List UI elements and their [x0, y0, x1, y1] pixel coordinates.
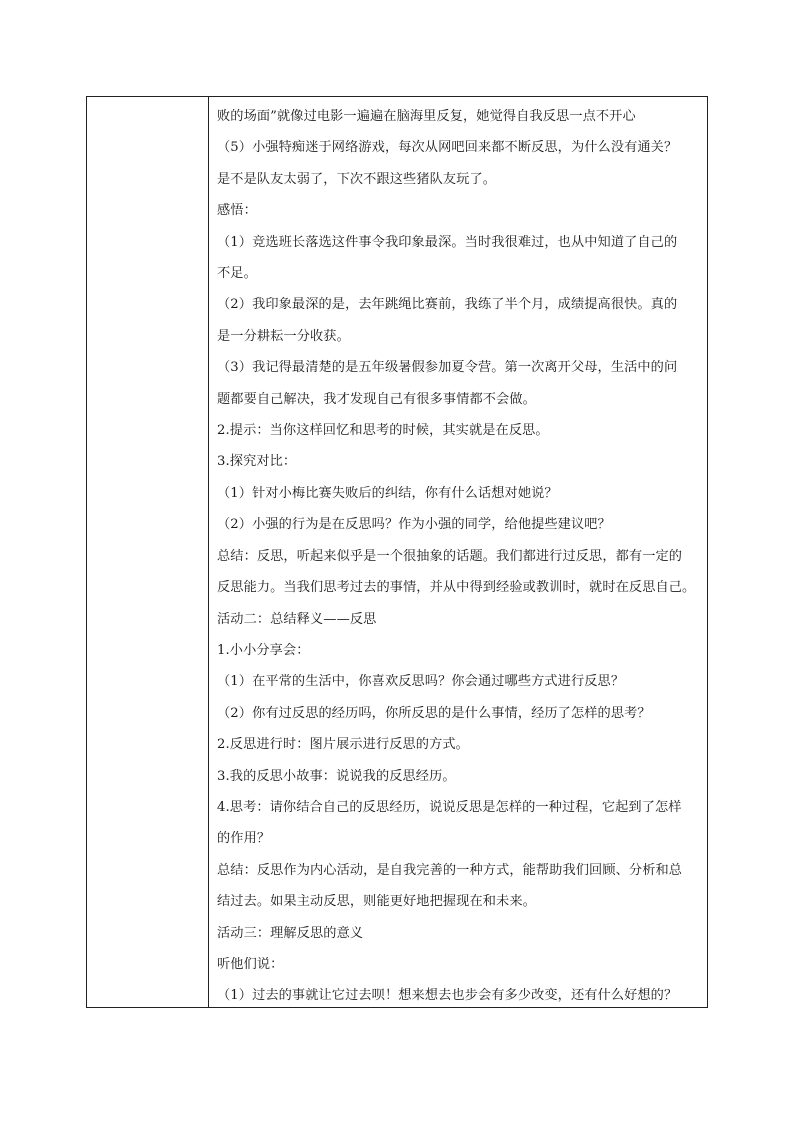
text-line: 是不是队友太弱了，下次不跟这些猪队友玩了。 — [217, 171, 497, 187]
text-line: （1）针对小梅比赛失败后的纠结，你有什么话想对她说？ — [217, 485, 558, 501]
text-line: （5）小强特痴迷于网络游戏，每次从网吧回来都不断反思，为什么没有通关？ — [217, 140, 678, 156]
text-line: 2.反思进行时：图片展示进行反思的方式。 — [217, 737, 469, 753]
text-line: 3.探究对比： — [217, 454, 297, 470]
text-line: 总结：反思作为内心活动，是自我完善的一种方式，能帮助我们回顾、分析和总 — [217, 862, 683, 878]
text-line: （2）小强的行为是在反思吗？作为小强的同学，给他提些建议吧？ — [217, 517, 611, 533]
text-line: （3）我记得最清楚的是五年级暑假参加夏令营。第一次离开父母，生活中的问 — [217, 360, 678, 376]
text-line: 的作用？ — [217, 831, 271, 847]
text-line: 结过去。如果主动反思，则能更好地把握现在和未来。 — [217, 894, 536, 910]
lesson-table — [86, 96, 708, 1008]
text-line: 3.我的反思小故事：说说我的反思经历。 — [217, 768, 456, 784]
text-line: 感悟： — [217, 203, 257, 219]
text-line: 题都要自己解决，我才发现自己有很多事情都不会做。 — [217, 391, 536, 407]
empty-left-cell — [87, 97, 209, 1007]
text-line: 4.思考：请你结合自己的反思经历，说说反思是怎样的一种过程，它起到了怎样 — [217, 799, 682, 815]
text-line: （2）我印象最深的是，去年跳绳比赛前，我练了半个月，成绩提高很快。真的 — [217, 297, 678, 313]
text-line: 不足。 — [217, 266, 257, 282]
text-line: （1）过去的事就让它过去呗！想来想去也步会有多少改变，还有什么好想的？ — [217, 988, 678, 1004]
text-line: 活动二：总结释义——反思 — [217, 611, 377, 627]
text-line: （1）竞选班长落选这件事令我印象最深。当时我很难过，也从中知道了自己的 — [217, 234, 678, 250]
content-cell — [217, 101, 701, 1012]
text-line: 败的场面”就像过电影一遍遍在脑海里反复，她觉得自我反思一点不开心 — [217, 109, 636, 124]
text-line: （2）你有过反思的经历吗，你所反思的是什么事情，经历了怎样的思考？ — [217, 705, 651, 721]
text-line: 总结：反思，听起来似乎是一个很抽象的话题。我们都进行过反思，都有一定的 — [217, 548, 683, 564]
text-line: 活动三：理解反思的意义 — [217, 925, 364, 941]
text-line: （1）在平常的生活中，你喜欢反思吗？你会通过哪些方式进行反思？ — [217, 674, 625, 690]
text-line: 2.提示：当你这样回忆和思考的时候，其实就是在反思。 — [217, 423, 549, 439]
text-line: 是一分耕耘一分收获。 — [217, 328, 350, 344]
text-line: 1.小小分享会： — [217, 642, 310, 658]
text-line: 反思能力。当我们思考过去的事情，并从中得到经验或教训时，就时在反思自己。 — [217, 580, 696, 596]
text-line: 听他们说： — [217, 956, 284, 972]
